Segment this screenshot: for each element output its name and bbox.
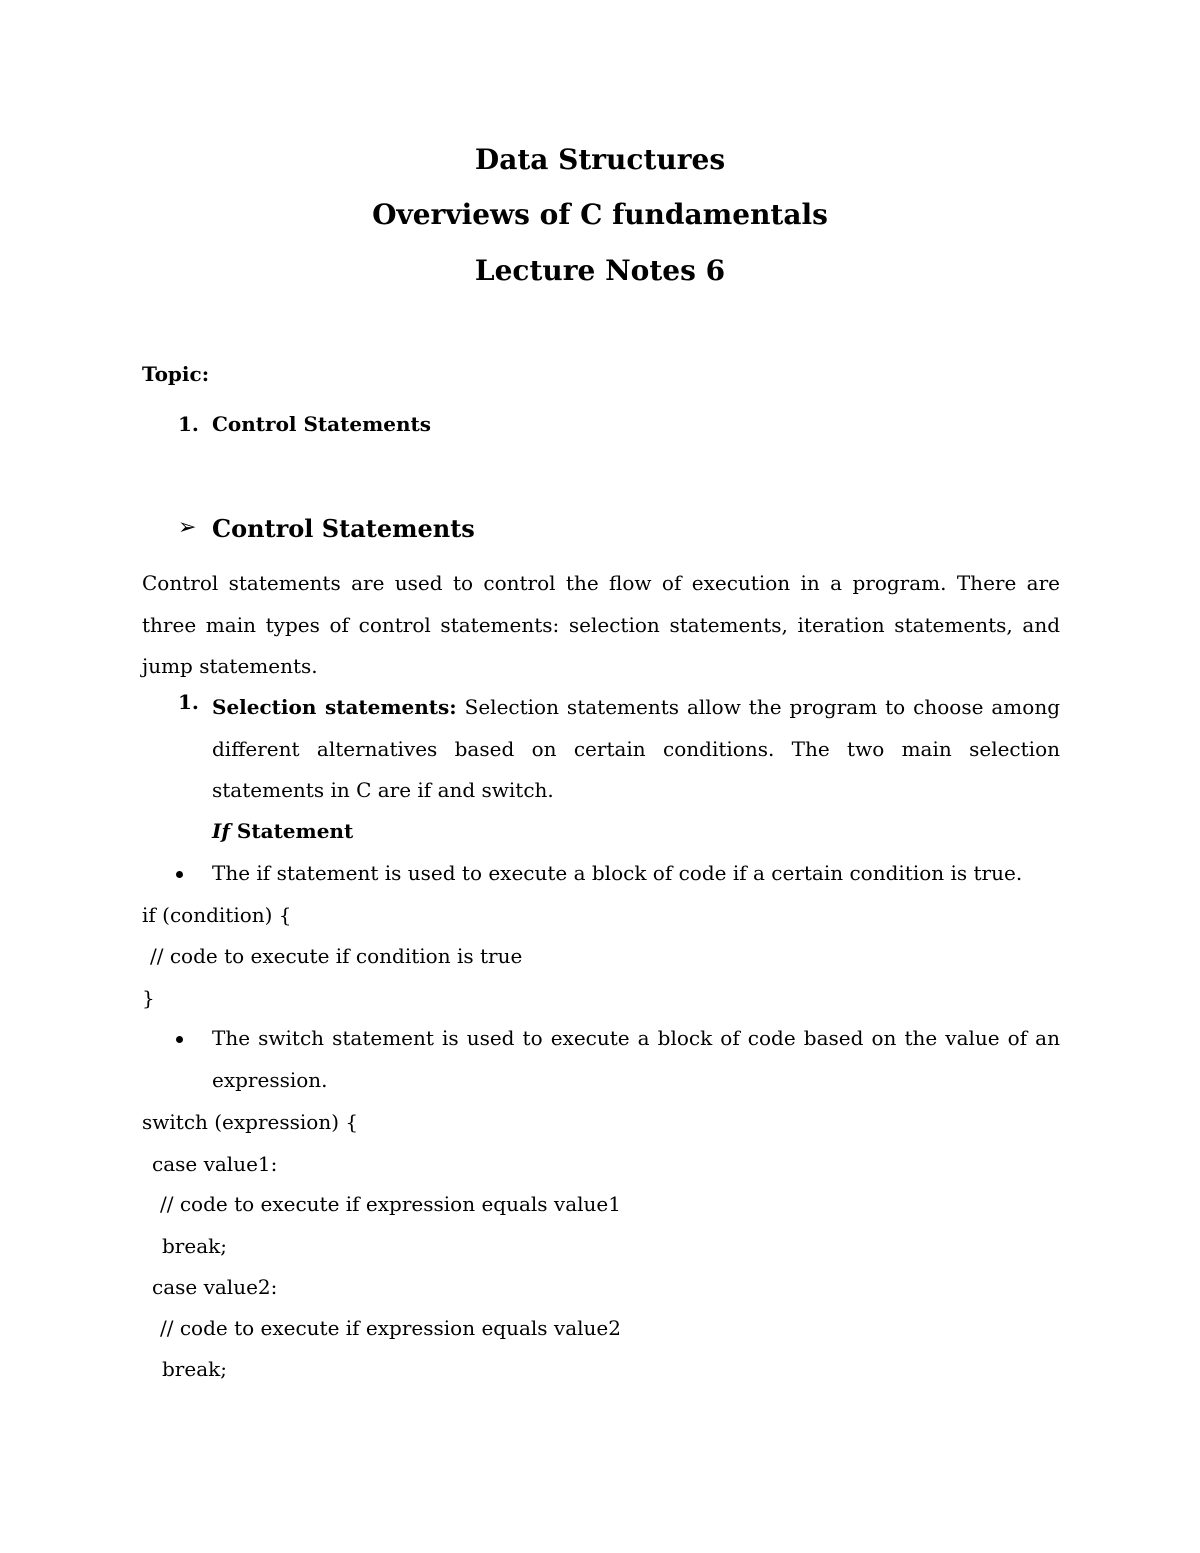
- code-line: case value2:: [152, 1275, 278, 1299]
- code-line: }: [142, 986, 155, 1010]
- intro-paragraph: Control statements are used to control the flow of execution in a program. There are three main types of control statements: selection statements, iteration statements, and jump statements.: [142, 571, 1060, 678]
- topic-item-label: Control Statements: [212, 412, 432, 436]
- topic-item-number: 1.: [178, 412, 199, 436]
- switch-bullet-text: The switch statement is used to execute a block of code based on the value of an expression.: [212, 1026, 1060, 1092]
- selection-number: 1.: [178, 690, 199, 714]
- code-line: if (condition) {: [142, 903, 292, 927]
- code-line: // code to execute if condition is true: [150, 944, 523, 968]
- selection-description: Selection statements allow the program to choose among different alternatives based on certain conditions. The two main selection statements in C are if and switch.: [212, 695, 1061, 802]
- code-line: break;: [162, 1234, 227, 1258]
- if-statement-heading: [212, 817, 353, 845]
- code-line: switch (expression) {: [142, 1110, 359, 1134]
- document-subtitle: Overviews of C fundamentals: [372, 198, 828, 231]
- arrow-bullet-icon: ➢: [178, 515, 197, 540]
- if-heading-rest: Statement: [229, 819, 354, 843]
- code-line: case value1:: [152, 1152, 278, 1176]
- selection-term: Selection statements:: [212, 695, 457, 719]
- code-line: // code to execute if expression equals value2: [160, 1316, 621, 1340]
- course-title: Data Structures: [474, 143, 726, 176]
- section-heading: Control Statements: [212, 514, 475, 543]
- selection-paragraph: [212, 687, 1060, 812]
- lecture-title: Lecture Notes 6: [474, 254, 726, 287]
- code-line: break;: [162, 1357, 227, 1381]
- if-bullet-text: The if statement is used to execute a block of code if a certain condition is true.: [212, 861, 1023, 885]
- topic-label: Topic:: [142, 362, 210, 386]
- code-line: // code to execute if expression equals value1: [160, 1192, 621, 1216]
- bullet-dot-icon: [176, 871, 183, 878]
- bullet-dot-icon: [176, 1036, 183, 1043]
- if-keyword: If: [212, 819, 230, 843]
